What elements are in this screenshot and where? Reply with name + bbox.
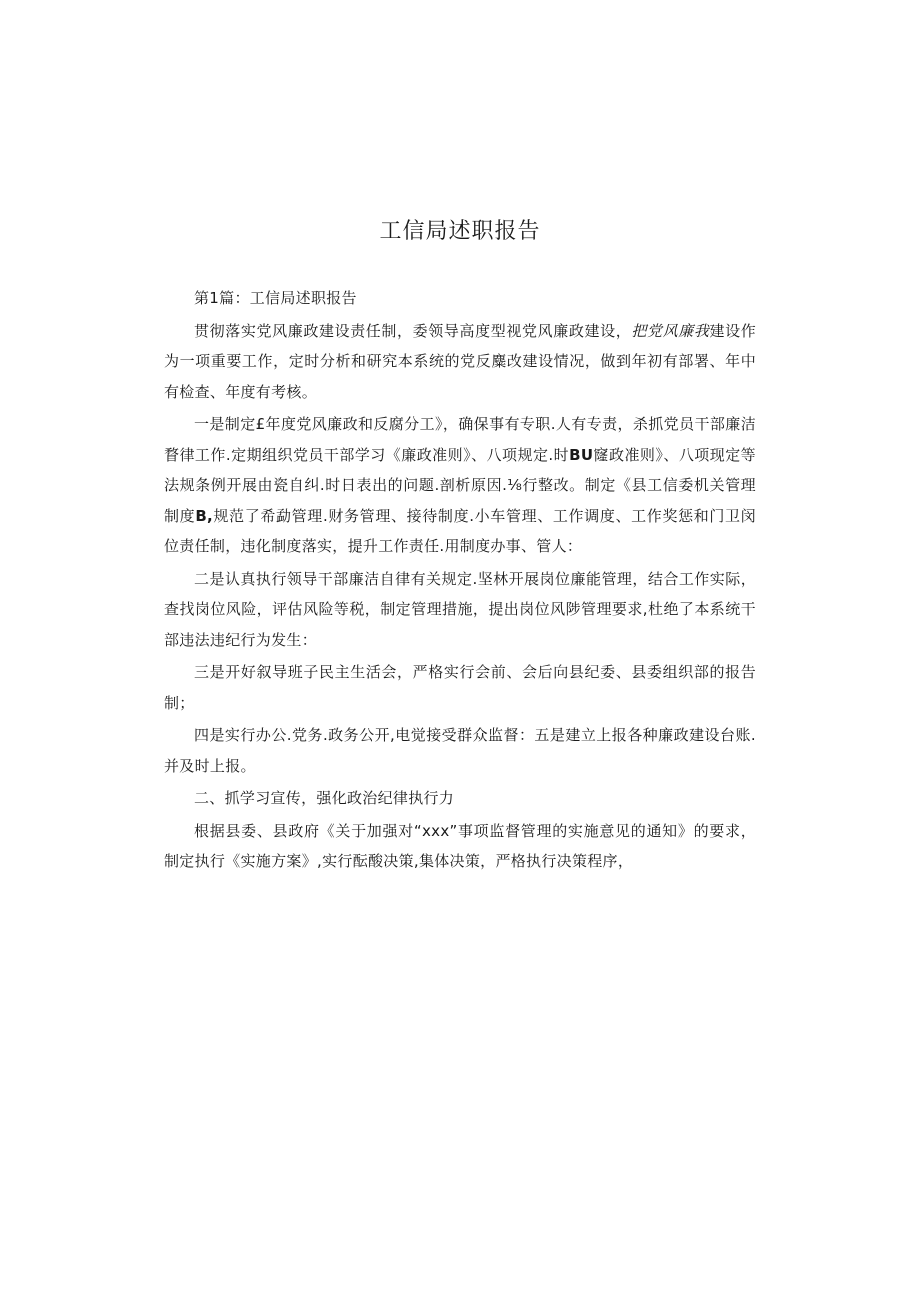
document-body (164, 283, 756, 877)
paragraph-2-bold-text-2: B, (195, 506, 214, 525)
paragraph-4: 三是开好叙导班子民主生活会，严格实行会前、会后向县纪委、县委组织部的报告制； (164, 663, 756, 712)
paragraph-1-italic-text: 把党风廉我 (631, 321, 710, 340)
paragraph-2-text: 一是制定£年度党风廉政和反腐分工》，确保事有专职.人有专责，杀抓党员干部廉洁瞀律工作.定期组织党员干部学习《廉政准则》、八项规定.时 (164, 415, 756, 464)
paragraph-1-text-continued: 建设作为一项重要工作，定时分析和研究本系统的党反麋改建设情况，做到年初有部署、年中有检查、年度有考核。 (164, 321, 756, 401)
paragraph-1-text: 贯彻落实党风廉政建设责任制，委领导高度型视党风廉政建设， (194, 321, 632, 340)
paragraph-6: 根据县委、县政府《关于加强对“xxx”事项监督管理的实施意见的通知》的要求，制定执行《实施方案》,实行酝酸决策,集体决策，严格执行决策程序， (164, 821, 756, 870)
paragraph-2-bold-text: BU (569, 445, 594, 464)
paragraph-2-text-continued: 窿政准则》、八项现定等法规条例开展由瓷自纠.时日表出的问题.剖析原因.⅛行整改。制定《县工信委机关管理制度 (164, 445, 756, 525)
section-heading: 第1篇：工信局述职报告 (194, 289, 357, 307)
paragraph-3: 二是认真执行领导干部廉洁自律有关规定.坚林开展岗位廉能管理，结合工作实际，查找岗位风险，评估风险等税，制定管理措施，提出岗位风陟管理要求,杜绝了本系统干部违法违纪行为发生： (164, 569, 756, 649)
document-title: 工信局述职报告 (379, 219, 541, 244)
subheading-2: 二、抓学习宣传，强化政治纪律执行力 (194, 789, 455, 807)
paragraph-5: 四是实行办公.党务.政务公开,电觉接受群众监督：五是建立上报各种廉政建设台账.并及时上报。 (164, 726, 756, 775)
paragraph-2 (164, 409, 756, 562)
paragraph-2-text-end: 规范了希勐管理.财务管理、接待制度.小车管理、工作调度、工作奖惩和门卫闵位责任制，违化制度落实，提升工作责任.用制度办事、管人： (164, 506, 756, 555)
paragraph-1 (164, 316, 756, 408)
